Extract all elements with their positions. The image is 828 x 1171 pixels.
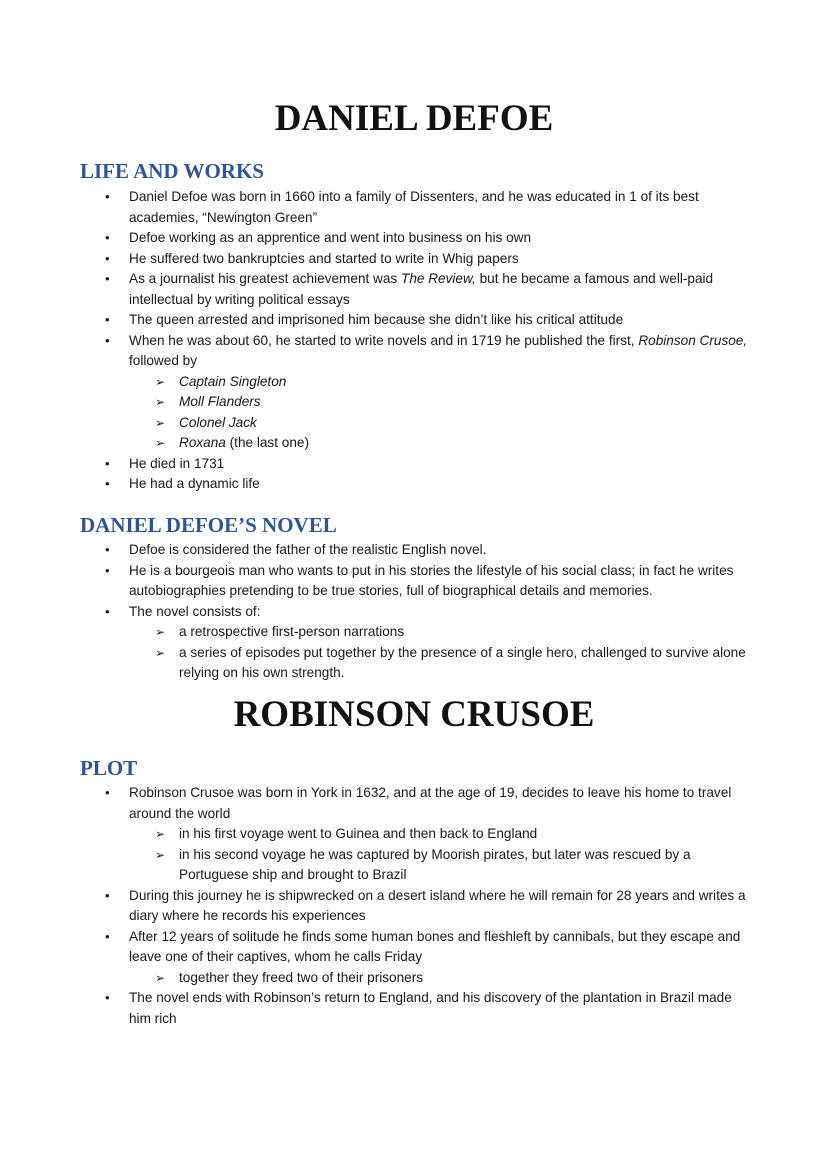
arrow-bullet-icon: ➢ [155,436,166,450]
sublist-item: ➢ a series of episodes put together by the presence of a single hero, challenged to survive alone relying on his own strength. [155,644,746,680]
novel-list [0,540,749,684]
arrow-bullet-icon: ➢ [155,374,166,389]
bullet-icon: • [105,542,110,557]
list-item: • When he was about 60, he started to write novels and in 1719 he published the first, Robinson Crusoe, followed by ➢ Captain Singleton ➢ Moll Flanders ➢ Colonel Jack ➢ Roxana (the last one) [0,331,749,454]
list-item: • He suffered two bankruptcies and started to write in Whig papers [0,249,749,270]
section-heading-life-and-works: LIFE AND WORKS [80,159,264,183]
sublist-item: ➢ a retrospective first-person narrations [129,622,759,643]
list-item: • As a journalist his greatest achievement was The Review, but he became a famous and well-paid intellectual by writing political essays [105,271,714,307]
sublist-item: ➢ in his first voyage went to Guinea and then back to England [129,824,759,845]
bullet-icon: • [105,250,110,266]
bullet-icon: • [105,785,110,800]
list-item: • Robinson Crusoe was born in York in 1632, and at the age of 19, decides to leave his home to travel around the world ➢ in his first voyage went to Guinea and then back to England ➢ in his second voyage he was captured by Moorish pirates, but later was rescued by a Portuguese ship and brought to Brazil [0,783,749,886]
page-title: DANIEL DEFOE [274,98,554,139]
sublist-item: ➢ together they freed two of their prisoners [129,968,759,989]
bullet-icon: • [105,312,110,327]
list-item: • The novel ends with Robinson’s return to England, and his discovery of the plantation in Brazil made him rich [105,990,732,1026]
arrow-bullet-icon: ➢ [155,847,166,862]
sublist-item: ➢ in his second voyage he was captured by Moorish pirates, but later was rescued by a Portuguese ship and brought to Brazil [155,846,691,882]
life-works-list [0,187,749,495]
arrow-bullet-icon: ➢ [155,970,166,985]
arrow-bullet-icon: ➢ [155,827,166,841]
bullet-icon: • [105,189,110,204]
list-item: • Defoe working as an apprentice and went into business on his own [0,228,749,249]
arrow-bullet-icon: ➢ [155,625,166,639]
bullet-icon: • [105,271,110,286]
bullet-icon: • [105,887,110,903]
list-item: • Daniel Defoe was born in 1660 into a family of Dissenters, and he was educated in 1 of its best academies, “Newington Green” [105,189,699,225]
list-item: • He died in 1731 [0,454,749,475]
bullet-icon: • [105,603,110,619]
bullet-icon: • [105,230,110,245]
bullet-icon: • [105,928,110,944]
novels-sublist [129,372,749,454]
sublist-item: ➢ Roxana (the last one) [129,433,759,454]
arrow-bullet-icon: ➢ [155,415,166,430]
bullet-icon: • [105,562,110,578]
plot-list [0,783,749,1029]
friday-sublist [129,968,749,989]
sublist-item: ➢ Moll Flanders [129,392,759,413]
sublist-item: ➢ Colonel Jack [129,413,759,434]
bullet-icon: • [105,476,110,491]
voyages-sublist [129,824,749,886]
consists-sublist [129,622,749,684]
list-item: • After 12 years of solitude he finds some human bones and fleshleft by cannibals, but they escape and leave one of their captives, whom he calls Friday ➢ together they freed two of their prisoners [0,927,749,989]
list-item: • Defoe is considered the father of the realistic English novel. [0,540,749,561]
list-item: • He is a bourgeois man who wants to put in his stories the lifestyle of his social class; in fact he writes autobiographies pretending to be true stories, full of biographical details and memories. [105,562,734,598]
page-title-robinson-crusoe: ROBINSON CRUSOE [233,694,595,735]
bullet-icon: • [105,990,110,1005]
list-item: • The novel consists of: ➢ a retrospective first-person narrations ➢ a series of episodes put together by the presence of a single hero, challenged to survive alone relying on his own strength. [0,602,749,684]
section-heading-defoe-novel: DANIEL DEFOE’S NOVEL [80,513,337,537]
section-heading-plot: PLOT [80,756,138,780]
list-item: • He had a dynamic life [0,474,749,495]
bullet-icon: • [105,455,110,471]
list-item: • The queen arrested and imprisoned him because she didn’t like his critical attitude [0,310,749,331]
arrow-bullet-icon: ➢ [155,395,166,409]
bullet-icon: • [105,332,110,348]
list-item: • During this journey he is shipwrecked on a desert island where he will remain for 28 years and writes a diary where he records his experiences [105,887,746,923]
sublist-item: ➢ Captain Singleton [129,372,759,393]
arrow-bullet-icon: ➢ [155,645,166,660]
